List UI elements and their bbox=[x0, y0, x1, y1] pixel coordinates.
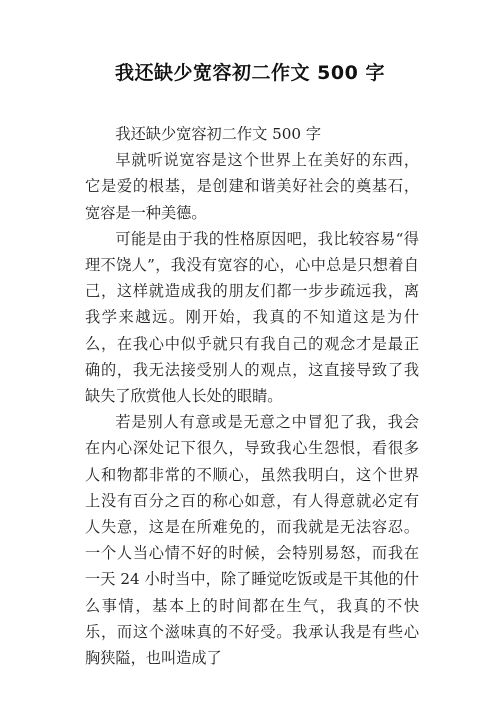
document-title: 我还缺少宽容初二作文 500 字 bbox=[115, 62, 385, 84]
paragraph: 若是别人有意或是无意之中冒犯了我，我会在内心深处记下很久，导致我心生怨恨，看很多人和物都非常的不顺心，虽然我明白，这个世界上没有百分之百的称心如意，有人得意就必定有人失意，这是在所难免的，而我就是无法容忍。一个人当心情不好的时候，会特别易怒，而我在一天 24 小时当中，除了睡觉吃饭或是干其他的什么事情，基本上的时间都在生气，我真的不快乐，而这个滋味真的不好受。我承认我是有些心胸狭隘，也叫造成了 bbox=[85, 413, 419, 668]
paragraph: 可能是由于我的性格原因吧，我比较容易“得理不饶人”，我没有宽容的心，心中总是只想着自己，这样就造成我的朋友们都一步步疏远我，离我学来越远。刚开始，我真的不知道这是为什么，在我心中似乎就只有我自己的观念才是最正确的，我无法接受别人的观点，这直接导致了我缺失了欣赏他人长处的眼睛。 bbox=[85, 229, 419, 406]
document-body bbox=[85, 121, 419, 671]
paragraph: 早就听说宽容是这个世界上在美好的东西，它是爱的根基，是创建和谐美好社会的奠基石，宽容是一种美德。 bbox=[85, 151, 419, 222]
paragraph-subtitle: 我还缺少宽容初二作文 500 字 bbox=[115, 125, 322, 143]
